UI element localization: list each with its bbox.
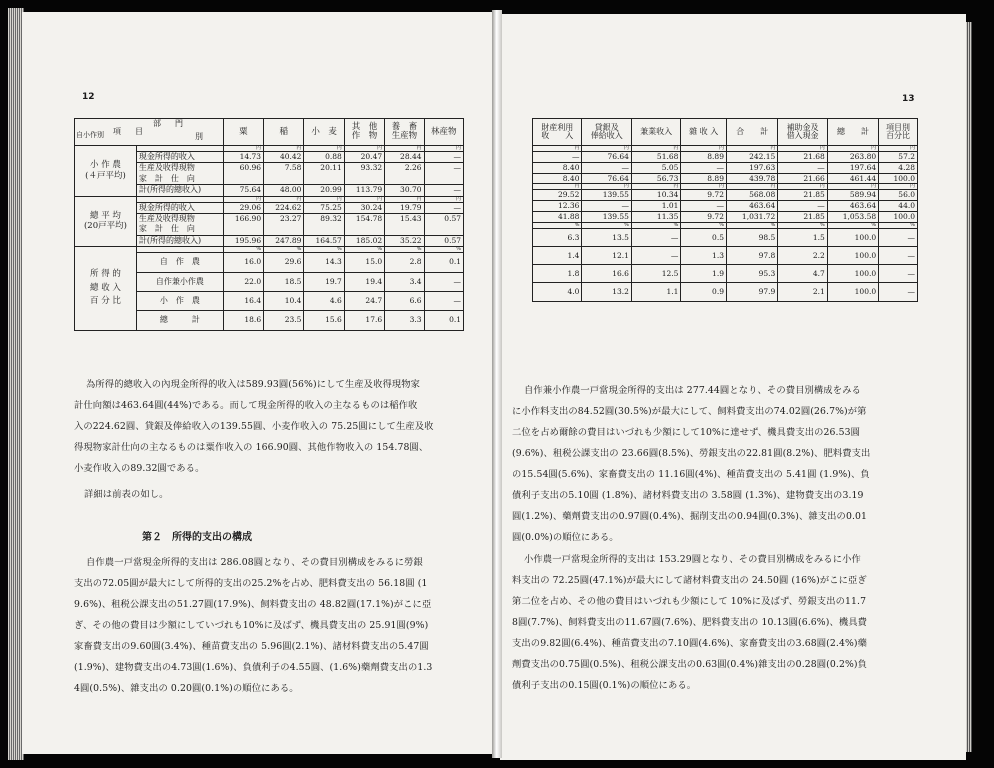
value-cell: 589.94 bbox=[827, 190, 878, 201]
text-line: 第二位を占め、その他の費目はいづれも少額にして 10%に及ばず、勞銀支出の11.7 bbox=[512, 596, 867, 607]
unit-cell: 円 bbox=[304, 146, 344, 152]
page-number-right: 13 bbox=[902, 94, 915, 104]
value-cell: 51.68 bbox=[631, 152, 680, 163]
unit-cell: 円 bbox=[827, 146, 878, 152]
pct-item-label: 自 作 農 bbox=[136, 253, 223, 272]
value-cell: 35.22 bbox=[385, 235, 424, 246]
pct-value-cell: 100.0 bbox=[827, 283, 878, 301]
pct-value-cell: 29.6 bbox=[264, 253, 304, 272]
pct-value-cell: 4.0 bbox=[533, 283, 582, 301]
value-cell: 89.32 bbox=[304, 213, 344, 235]
pct-value-cell: 6.3 bbox=[533, 228, 582, 246]
value-cell: 20.99 bbox=[304, 185, 344, 196]
pct-value-cell: 0.1 bbox=[424, 311, 463, 330]
value-cell: 197.63 bbox=[726, 162, 777, 173]
pct-unit-cell: % bbox=[264, 247, 304, 253]
pct-value-cell: 100.0 bbox=[827, 228, 878, 246]
pct-value-cell: 16.0 bbox=[223, 253, 263, 272]
pct-value-cell: 18.6 bbox=[223, 311, 263, 330]
value-cell: 30.70 bbox=[385, 185, 424, 196]
pct-value-cell: 19.7 bbox=[304, 272, 344, 291]
unit-cell: 円 bbox=[681, 184, 727, 190]
pct-value-cell: 14.3 bbox=[304, 253, 344, 272]
pct-value-cell: — bbox=[631, 228, 680, 246]
value-cell: — bbox=[681, 162, 727, 173]
pct-value-cell: — bbox=[879, 283, 918, 301]
text-line: 入の224.62圓、貸銀及俸給收入の139.55圓、小麦作收入の 75.25圓にして生産及收 bbox=[74, 421, 434, 432]
pct-value-cell: 97.9 bbox=[726, 283, 777, 301]
value-cell: 5.05 bbox=[631, 162, 680, 173]
unit-cell: 円 bbox=[223, 146, 263, 152]
value-cell: 166.90 bbox=[223, 213, 263, 235]
pct-value-cell: 3.3 bbox=[385, 311, 424, 330]
corner-top-label: 部 門 bbox=[153, 119, 186, 128]
item-label: 生産及收得現物 家 計 仕 向 bbox=[136, 213, 223, 235]
value-cell: 75.64 bbox=[223, 185, 263, 196]
text-line: 小麦作收入の89.32圓である。 bbox=[74, 463, 205, 474]
pct-value-cell: 17.6 bbox=[344, 311, 384, 330]
corner-mid-label: 項 目 bbox=[113, 127, 146, 136]
value-cell: 56.73 bbox=[631, 173, 680, 184]
unit-cell: 円 bbox=[223, 196, 263, 202]
pct-value-cell: — bbox=[631, 246, 680, 264]
column-header: 補助金及 借入現金 bbox=[778, 119, 827, 146]
pct-value-cell: 1.1 bbox=[631, 283, 680, 301]
income-table-left bbox=[74, 118, 464, 331]
pct-value-cell: 98.5 bbox=[726, 228, 777, 246]
unit-cell: 円 bbox=[726, 146, 777, 152]
value-cell: — bbox=[424, 163, 463, 185]
value-cell: 76.64 bbox=[582, 152, 631, 163]
value-cell: 20.11 bbox=[304, 163, 344, 185]
column-header: 貸銀及 俸給收入 bbox=[582, 119, 631, 146]
unit-cell: 円 bbox=[726, 184, 777, 190]
value-cell: 4.28 bbox=[879, 162, 918, 173]
text-line: 二位を占め爾餘の費目はいづれも少額にして10%に達せず、機具費支出の26.53圓 bbox=[512, 427, 861, 438]
pct-value-cell: 1.5 bbox=[778, 228, 827, 246]
value-cell: 164.57 bbox=[304, 235, 344, 246]
pct-value-cell: 0.5 bbox=[681, 228, 727, 246]
text-line: 債利子支出の5.10圓 (1.8%)、諸材料費支出の 3.58圓 (1.3%)、建物費支出の3.19 bbox=[512, 490, 864, 501]
pct-value-cell: 1.3 bbox=[681, 246, 727, 264]
value-cell: 29.52 bbox=[533, 190, 582, 201]
value-cell: 23.27 bbox=[264, 213, 304, 235]
value-cell: 100.0 bbox=[879, 211, 918, 222]
value-cell: 10.34 bbox=[631, 190, 680, 201]
value-cell: 247.89 bbox=[264, 235, 304, 246]
value-cell: 0.88 bbox=[304, 152, 344, 163]
pct-unit-cell: % bbox=[582, 222, 631, 228]
column-header: 項目別 百分比 bbox=[879, 119, 918, 146]
pct-unit-cell: % bbox=[827, 222, 878, 228]
pct-unit-cell: % bbox=[726, 222, 777, 228]
value-cell: 19.79 bbox=[385, 202, 424, 213]
pct-value-cell: 4.6 bbox=[304, 291, 344, 310]
text-line: 圓(1.2%)、藥劑費支出の0.97圓(0.4%)、掘削支出の0.94圓(0.3%)、雜支出の0.01 bbox=[512, 511, 868, 522]
pct-value-cell: 100.0 bbox=[827, 265, 878, 283]
unit-cell: 円 bbox=[533, 184, 582, 190]
value-cell: — bbox=[533, 152, 582, 163]
value-cell: 1,053.58 bbox=[827, 211, 878, 222]
text-line: 計仕向額は463.64圓(44%)である。而して現金所得的收入の主なるものは稲作收 bbox=[74, 400, 418, 411]
column-header: 粟 bbox=[223, 119, 263, 146]
unit-cell: 円 bbox=[631, 146, 680, 152]
column-header: 其 他 作 物 bbox=[344, 119, 384, 146]
unit-cell: 円 bbox=[344, 196, 384, 202]
value-cell: 185.02 bbox=[344, 235, 384, 246]
value-cell: 139.55 bbox=[582, 190, 631, 201]
value-cell: 21.68 bbox=[778, 152, 827, 163]
pct-value-cell: 13.5 bbox=[582, 228, 631, 246]
pct-unit-cell: % bbox=[385, 247, 424, 253]
value-cell: 57.2 bbox=[879, 152, 918, 163]
pct-unit-cell: % bbox=[304, 247, 344, 253]
unit-cell: 円 bbox=[582, 184, 631, 190]
right-page bbox=[500, 14, 966, 760]
value-cell: 48.00 bbox=[264, 185, 304, 196]
pct-value-cell: 100.0 bbox=[827, 246, 878, 264]
unit-cell: 円 bbox=[533, 146, 582, 152]
page-number-left: 12 bbox=[82, 92, 95, 102]
value-cell: — bbox=[681, 201, 727, 212]
pct-value-cell: — bbox=[879, 246, 918, 264]
pct-unit-cell: % bbox=[631, 222, 680, 228]
group-label: 小 作 農 (４戸平均) bbox=[75, 146, 137, 197]
item-label: 計(所得的總收入) bbox=[136, 185, 223, 196]
value-cell: 8.40 bbox=[533, 173, 582, 184]
left-page bbox=[22, 12, 494, 754]
corner-right-label: 別 bbox=[195, 132, 203, 141]
value-cell: 139.55 bbox=[582, 211, 631, 222]
pct-unit-cell: % bbox=[879, 222, 918, 228]
value-cell: 11.35 bbox=[631, 211, 680, 222]
value-cell: 56.0 bbox=[879, 190, 918, 201]
column-header: 總 計 bbox=[827, 119, 878, 146]
value-cell: 60.96 bbox=[223, 163, 263, 185]
unit-cell: 円 bbox=[385, 196, 424, 202]
unit-cell: 円 bbox=[385, 146, 424, 152]
text-line: 圓(0.0%)の順位にある。 bbox=[512, 532, 619, 543]
pct-value-cell: 0.1 bbox=[424, 253, 463, 272]
value-cell: — bbox=[424, 185, 463, 196]
value-cell: 15.43 bbox=[385, 213, 424, 235]
value-cell: 568.08 bbox=[726, 190, 777, 201]
unit-cell: 円 bbox=[304, 196, 344, 202]
pct-value-cell: 0.9 bbox=[681, 283, 727, 301]
section-heading: 第２ 所得的支出の構成 bbox=[142, 532, 252, 543]
text-line: の15.54圓(5.6%)、家畜費支出の 11.16圓(4%)、種苗費支出の 5.41圓 (1.9%)、負 bbox=[512, 469, 870, 480]
left-note: 詳細は前表の如し。 bbox=[84, 489, 169, 500]
text-line: に小作料支出の84.52圓(30.5%)が最大にして、飼料費支出の74.02圓(26.7%)が第 bbox=[512, 406, 867, 417]
value-cell: 439.78 bbox=[726, 173, 777, 184]
value-cell: 20.47 bbox=[344, 152, 384, 163]
pct-item-label: 總 計 bbox=[136, 311, 223, 330]
text-line: 為所得的總收入の內現金所得的收入は589.93圓(56%)にして生産及收得現物家 bbox=[86, 379, 421, 390]
value-cell: 154.78 bbox=[344, 213, 384, 235]
pct-unit-cell: % bbox=[424, 247, 463, 253]
pct-value-cell: 15.6 bbox=[304, 311, 344, 330]
table-corner-header bbox=[75, 119, 224, 146]
unit-cell: 円 bbox=[778, 184, 827, 190]
value-cell: 29.06 bbox=[223, 202, 263, 213]
value-cell: — bbox=[424, 152, 463, 163]
text-line: (1.9%)、建物費支出の4.73圓(1.6%)、負債利子の4.55圓、(1.6%)藥劑費支出の1.3 bbox=[74, 662, 433, 673]
unit-cell: 円 bbox=[424, 196, 463, 202]
column-header: 雜 收 入 bbox=[681, 119, 727, 146]
value-cell: — bbox=[582, 162, 631, 173]
value-cell: 463.64 bbox=[827, 201, 878, 212]
pct-value-cell: 12.5 bbox=[631, 265, 680, 283]
column-header: 合 計 bbox=[726, 119, 777, 146]
value-cell: 463.64 bbox=[726, 201, 777, 212]
pct-value-cell: 13.2 bbox=[582, 283, 631, 301]
text-line: 支出の9.82圓(6.4%)、種苗費支出の7.10圓(4.6%)、家畜費支出の3.68圓(2.4%)藥 bbox=[512, 638, 868, 649]
value-cell: 100.0 bbox=[879, 173, 918, 184]
text-line: 自作兼小作農一戸當現金所得的支出は 277.44圓となり、その費目別構成をみる bbox=[524, 385, 861, 396]
value-cell: 0.57 bbox=[424, 235, 463, 246]
unit-cell: 円 bbox=[879, 184, 918, 190]
value-cell: 44.0 bbox=[879, 201, 918, 212]
pct-item-label: 小 作 農 bbox=[136, 291, 223, 310]
value-cell: 7.58 bbox=[264, 163, 304, 185]
pct-value-cell: 23.5 bbox=[264, 311, 304, 330]
value-cell: — bbox=[778, 162, 827, 173]
value-cell: 12.36 bbox=[533, 201, 582, 212]
pct-unit-cell: % bbox=[223, 247, 263, 253]
pct-value-cell: 97.8 bbox=[726, 246, 777, 264]
value-cell: 0.57 bbox=[424, 213, 463, 235]
pct-value-cell: 22.0 bbox=[223, 272, 263, 291]
corner-left-label: 自小作別 bbox=[76, 131, 104, 139]
value-cell: 8.89 bbox=[681, 173, 727, 184]
pct-value-cell: 95.3 bbox=[726, 265, 777, 283]
column-header: 養 畜 生産物 bbox=[385, 119, 424, 146]
value-cell: 195.96 bbox=[223, 235, 263, 246]
unit-cell: 円 bbox=[631, 184, 680, 190]
text-line: 家畜費支出の9.60圓(3.4%)、種苗費支出の 5.96圓(2.1%)、諸材料費支出の5.47圓 bbox=[74, 641, 429, 652]
unit-cell: 円 bbox=[879, 146, 918, 152]
value-cell: 9.72 bbox=[681, 211, 727, 222]
value-cell: 113.79 bbox=[344, 185, 384, 196]
text-line: 9.6%)、租税公課支出の51.27圓(17.9%)、飼料費支出の 48.82圓(17.1%)がこに亞 bbox=[74, 599, 432, 610]
value-cell: 28.44 bbox=[385, 152, 424, 163]
pct-value-cell: 24.7 bbox=[344, 291, 384, 310]
column-header: 小 麦 bbox=[304, 119, 344, 146]
value-cell: 21.66 bbox=[778, 173, 827, 184]
item-label: 計(所得的總收入) bbox=[136, 235, 223, 246]
unit-cell: 円 bbox=[264, 196, 304, 202]
pct-value-cell: 1.8 bbox=[533, 265, 582, 283]
value-cell: — bbox=[778, 201, 827, 212]
text-line: 小作農一戸當現金所得的支出は 153.29圓となり、その費目別構成をみるに小作 bbox=[524, 554, 861, 565]
text-line: 4圓(0.5%)、雜支出の 0.20圓(0.1%)の順位にある。 bbox=[74, 683, 299, 694]
pct-value-cell: 1.4 bbox=[533, 246, 582, 264]
unit-cell: 円 bbox=[424, 146, 463, 152]
group-label: 總 平 均 (20戸平均) bbox=[75, 196, 137, 247]
pct-value-cell: 1.9 bbox=[681, 265, 727, 283]
pct-value-cell: 18.5 bbox=[264, 272, 304, 291]
value-cell: 14.73 bbox=[223, 152, 263, 163]
value-cell: 41.88 bbox=[533, 211, 582, 222]
pct-value-cell: 3.4 bbox=[385, 272, 424, 291]
pct-unit-cell: % bbox=[778, 222, 827, 228]
unit-cell: 円 bbox=[778, 146, 827, 152]
pct-value-cell: — bbox=[424, 291, 463, 310]
pct-group-label: 所 得 的 總 收 入 百 分 比 bbox=[75, 247, 137, 331]
pct-value-cell: 16.6 bbox=[582, 265, 631, 283]
value-cell: 9.72 bbox=[681, 190, 727, 201]
value-cell: 2.26 bbox=[385, 163, 424, 185]
value-cell: — bbox=[582, 201, 631, 212]
income-table-right bbox=[532, 118, 918, 302]
pct-unit-cell: % bbox=[681, 222, 727, 228]
text-line: 料支出の 72.25圓(47.1%)が最大にして諸材料費支出の 24.50圓 (16%)がこに亞ぎ bbox=[512, 575, 867, 586]
pct-value-cell: — bbox=[879, 265, 918, 283]
value-cell: 461.44 bbox=[827, 173, 878, 184]
pct-unit-cell: % bbox=[344, 247, 384, 253]
text-line: ぎ、その他の費目は少額にしていづれも10%に及ばず、機具費支出の 25.91圓(9%) bbox=[74, 620, 429, 631]
value-cell: 197.64 bbox=[827, 162, 878, 173]
value-cell: 1.01 bbox=[631, 201, 680, 212]
value-cell: 40.42 bbox=[264, 152, 304, 163]
book-gutter bbox=[492, 10, 502, 758]
unit-cell: 円 bbox=[827, 184, 878, 190]
text-line: 8圓(7.7%)、飼料費支出の11.67圓(7.6%)、肥料費支出の 10.13圓(6.6%)、機具費 bbox=[512, 617, 868, 628]
pct-value-cell: 15.0 bbox=[344, 253, 384, 272]
pct-value-cell: 2.2 bbox=[778, 246, 827, 264]
item-label: 現金所得的收入 bbox=[136, 152, 223, 163]
text-line: 得現物家計仕向の主なるものは粟作收入の 166.90圓、其他作物收入の 154.78圓、 bbox=[74, 442, 429, 453]
unit-cell: 円 bbox=[344, 146, 384, 152]
unit-cell: 円 bbox=[681, 146, 727, 152]
value-cell: 242.15 bbox=[726, 152, 777, 163]
value-cell: — bbox=[424, 202, 463, 213]
column-header: 林産物 bbox=[424, 119, 463, 146]
pct-value-cell: 12.1 bbox=[582, 246, 631, 264]
pct-value-cell: 2.1 bbox=[778, 283, 827, 301]
pct-value-cell: 10.4 bbox=[264, 291, 304, 310]
pct-value-cell: 2.8 bbox=[385, 253, 424, 272]
value-cell: 21.85 bbox=[778, 211, 827, 222]
value-cell: 75.25 bbox=[304, 202, 344, 213]
column-header: 兼業收入 bbox=[631, 119, 680, 146]
pct-unit-cell: % bbox=[533, 222, 582, 228]
value-cell: 76.64 bbox=[582, 173, 631, 184]
value-cell: 30.24 bbox=[344, 202, 384, 213]
text-line: (9.6%)、租税公課支出の 23.66圓(8.5%)、勞銀支出の22.81圓(8.2%)、肥料費支出 bbox=[512, 448, 871, 459]
unit-cell: 円 bbox=[582, 146, 631, 152]
value-cell: 8.40 bbox=[533, 162, 582, 173]
pct-value-cell: 6.6 bbox=[385, 291, 424, 310]
unit-cell: 円 bbox=[264, 146, 304, 152]
text-line: 支出の72.05圓が最大にして所得的支出の25.2%を占め、肥料費支出の 56.18圓 (1 bbox=[74, 578, 428, 589]
pct-value-cell: — bbox=[424, 272, 463, 291]
pct-item-label: 自作兼小作農 bbox=[136, 272, 223, 291]
value-cell: 263.80 bbox=[827, 152, 878, 163]
item-label: 生産及收得現物 家 計 仕 向 bbox=[136, 163, 223, 185]
value-cell: 224.62 bbox=[264, 202, 304, 213]
pct-value-cell: 16.4 bbox=[223, 291, 263, 310]
text-line: 劑費支出の0.75圓(0.5%)、租税公課支出の0.63圓(0.4%)雜支出の0.28圓(0.2%)負 bbox=[512, 659, 868, 670]
pct-value-cell: — bbox=[879, 228, 918, 246]
item-label: 現金所得的收入 bbox=[136, 202, 223, 213]
value-cell: 1,031.72 bbox=[726, 211, 777, 222]
pct-value-cell: 19.4 bbox=[344, 272, 384, 291]
column-header: 稲 bbox=[264, 119, 304, 146]
value-cell: 8.89 bbox=[681, 152, 727, 163]
text-line: 債利子支出の0.15圓(0.1%)の順位にある。 bbox=[512, 680, 697, 691]
pct-value-cell: 4.7 bbox=[778, 265, 827, 283]
value-cell: 93.32 bbox=[344, 163, 384, 185]
column-header: 財産利用 收 入 bbox=[533, 119, 582, 146]
value-cell: 21.85 bbox=[778, 190, 827, 201]
text-line: 自作農一戸當現金所得的支出は 286.08圓となり、その費目別構成をみるに勞銀 bbox=[86, 557, 423, 568]
